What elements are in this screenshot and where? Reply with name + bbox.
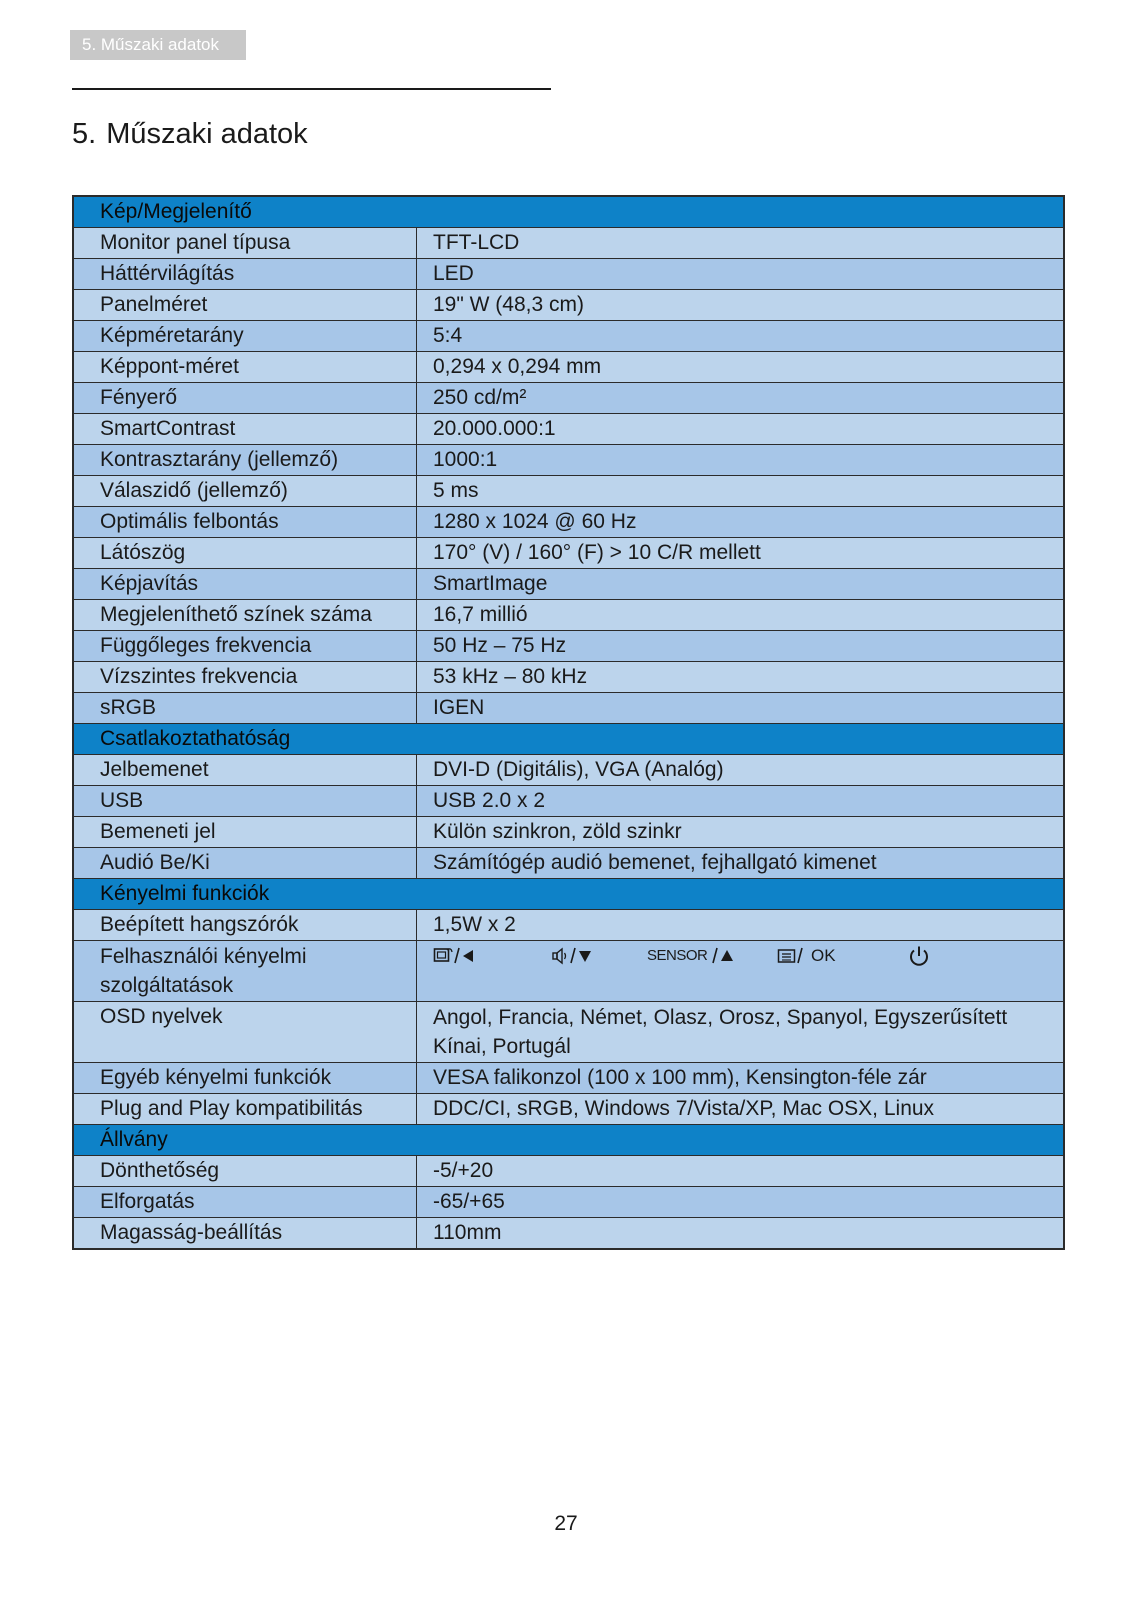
control-buttons — [433, 941, 1053, 971]
spec-label: Audió Be/Ki — [73, 848, 417, 879]
spec-value-buttons — [417, 941, 1065, 1002]
sensor-up-icon — [647, 941, 777, 971]
spec-label: sRGB — [73, 693, 417, 724]
section-header-convenience — [73, 879, 1064, 910]
spec-value: Számítógép audió bemenet, fejhallgató kimenet — [417, 848, 1065, 879]
menu-ok-icon — [777, 941, 907, 971]
table-row — [73, 1063, 1064, 1094]
volume-down-icon — [551, 946, 647, 966]
table-row — [73, 538, 1064, 569]
table-row — [73, 383, 1064, 414]
spec-value: 5 ms — [417, 476, 1065, 507]
title-text: Műszaki adatok — [106, 118, 308, 150]
table-row — [73, 600, 1064, 631]
spec-label: Képjavítás — [73, 569, 417, 600]
spec-label: Fényerő — [73, 383, 417, 414]
spec-value: DDC/CI, sRGB, Windows 7/Vista/XP, Mac OSX, Linux — [417, 1094, 1065, 1125]
table-row — [73, 1094, 1064, 1125]
table-row — [73, 786, 1064, 817]
table-row — [73, 910, 1064, 941]
table-row — [73, 414, 1064, 445]
spec-value: 20.000.000:1 — [417, 414, 1065, 445]
spec-label: Panelméret — [73, 290, 417, 321]
smartimage-back-icon — [433, 946, 551, 966]
table-row — [73, 817, 1064, 848]
table-row — [73, 228, 1064, 259]
table-row — [73, 755, 1064, 786]
spec-label: Monitor panel típusa — [73, 228, 417, 259]
spec-value: Külön szinkron, zöld szinkr — [417, 817, 1065, 848]
table-row — [73, 352, 1064, 383]
spec-value: -5/+20 — [417, 1156, 1065, 1187]
sensor-label: SENSOR — [647, 947, 708, 964]
spec-label: Felhasználói kényelmi szolgáltatások — [73, 941, 417, 1002]
table-row — [73, 507, 1064, 538]
spec-label: Egyéb kényelmi funkciók — [73, 1063, 417, 1094]
spec-value: 1,5W x 2 — [417, 910, 1065, 941]
spec-value: 50 Hz – 75 Hz — [417, 631, 1065, 662]
spec-label: Magasság-beállítás — [73, 1218, 417, 1250]
ok-label: OK — [811, 946, 836, 965]
spec-value: 16,7 millió — [417, 600, 1065, 631]
spec-label: Elforgatás — [73, 1187, 417, 1218]
spec-value: IGEN — [417, 693, 1065, 724]
spec-label: Függőleges frekvencia — [73, 631, 417, 662]
spec-label: OSD nyelvek — [73, 1002, 417, 1063]
spec-label: Kontrasztarány (jellemző) — [73, 445, 417, 476]
spec-value: 53 kHz – 80 kHz — [417, 662, 1065, 693]
spec-value: 170° (V) / 160° (F) > 10 C/R mellett — [417, 538, 1065, 569]
section-header-display — [73, 196, 1064, 228]
spec-value: DVI-D (Digitális), VGA (Analóg) — [417, 755, 1065, 786]
table-row — [73, 321, 1064, 352]
spec-label: Képméretarány — [73, 321, 417, 352]
spec-label: Bemeneti jel — [73, 817, 417, 848]
table-row — [73, 693, 1064, 724]
spec-value: 19" W (48,3 cm) — [417, 290, 1065, 321]
spec-label: Plug and Play kompatibilitás — [73, 1094, 417, 1125]
spec-label: Háttérvilágítás — [73, 259, 417, 290]
spec-table — [72, 195, 1065, 1250]
spec-label: SmartContrast — [73, 414, 417, 445]
spec-label: Válaszidő (jellemző) — [73, 476, 417, 507]
table-row — [73, 1218, 1064, 1250]
section-heading: Kép/Megjelenítő — [73, 196, 1064, 228]
spec-value: 250 cd/m² — [417, 383, 1065, 414]
spec-value: VESA falikonzol (100 x 100 mm), Kensington-féle zár — [417, 1063, 1065, 1094]
page-title — [72, 118, 308, 151]
section-heading: Kényelmi funkciók — [73, 879, 1064, 910]
table-row — [73, 941, 1064, 1002]
spec-value: 1280 x 1024 @ 60 Hz — [417, 507, 1065, 538]
spec-value: LED — [417, 259, 1065, 290]
spec-label: Optimális felbontás — [73, 507, 417, 538]
spec-label: Vízszintes frekvencia — [73, 662, 417, 693]
section-header-connectivity — [73, 724, 1064, 755]
table-row — [73, 476, 1064, 507]
section-heading: Csatlakoztathatóság — [73, 724, 1064, 755]
spec-label: Képpont-méret — [73, 352, 417, 383]
power-icon — [907, 944, 931, 968]
spec-value: USB 2.0 x 2 — [417, 786, 1065, 817]
page-number: 27 — [554, 1512, 578, 1535]
table-row — [73, 1002, 1064, 1063]
table-row — [73, 1156, 1064, 1187]
section-heading: Állvány — [73, 1125, 1064, 1156]
spec-value: Angol, Francia, Német, Olasz, Orosz, Spanyol, Egyszerűsített Kínai, Portugál — [417, 1002, 1065, 1063]
table-row — [73, 445, 1064, 476]
title-rule — [72, 88, 551, 90]
spec-value: -65/+65 — [417, 1187, 1065, 1218]
spec-label: Dönthetőség — [73, 1156, 417, 1187]
spec-label: Látószög — [73, 538, 417, 569]
table-row — [73, 290, 1064, 321]
spec-label: Megjeleníthető színek száma — [73, 600, 417, 631]
spec-value: 0,294 x 0,294 mm — [417, 352, 1065, 383]
table-row — [73, 1187, 1064, 1218]
spec-value: TFT-LCD — [417, 228, 1065, 259]
table-row — [73, 848, 1064, 879]
spec-value: 110mm — [417, 1218, 1065, 1250]
title-number: 5. — [72, 118, 97, 150]
section-header-stand — [73, 1125, 1064, 1156]
section-tab: 5. Műszaki adatok — [70, 30, 246, 60]
table-row — [73, 259, 1064, 290]
table-row — [73, 662, 1064, 693]
spec-value: 5:4 — [417, 321, 1065, 352]
spec-value: SmartImage — [417, 569, 1065, 600]
spec-label: USB — [73, 786, 417, 817]
table-row — [73, 631, 1064, 662]
table-row — [73, 569, 1064, 600]
spec-label: Jelbemenet — [73, 755, 417, 786]
spec-label: Beépített hangszórók — [73, 910, 417, 941]
spec-value: 1000:1 — [417, 445, 1065, 476]
